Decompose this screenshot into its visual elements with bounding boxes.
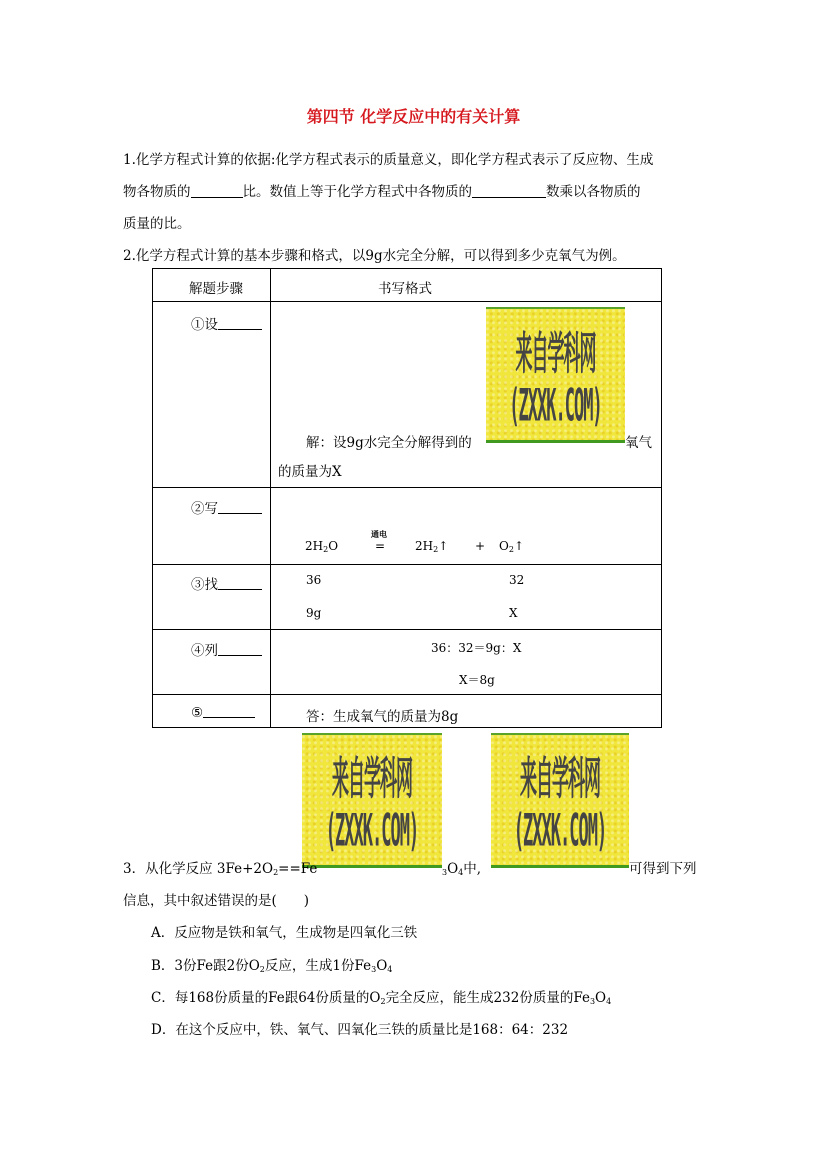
option-a[interactable]: A．反应物是铁和氧气，生成物是四氧化三铁 bbox=[151, 925, 418, 941]
watermark-text: 来自学科网(ZXXK.COM) bbox=[513, 754, 607, 859]
step-3: ③找 bbox=[191, 573, 262, 593]
eq-sign: = bbox=[375, 539, 386, 553]
solve-text-b: 氧气 bbox=[625, 435, 652, 451]
step-1-blank[interactable] bbox=[218, 317, 262, 330]
step-2: ②写 bbox=[191, 497, 262, 517]
answer: 答：生成氧气的质量为8g bbox=[306, 709, 459, 725]
q1-blank-1[interactable] bbox=[191, 183, 243, 198]
find-36: 36 bbox=[306, 573, 322, 587]
q1-blank-2[interactable] bbox=[472, 183, 546, 198]
header-format: 书写格式 bbox=[378, 281, 432, 297]
q3-line1-formula-tail: $_3O_4$中, bbox=[442, 861, 482, 877]
eq-plus: + bbox=[475, 539, 486, 553]
find-32: 32 bbox=[509, 573, 525, 587]
step-5: ⑤ bbox=[191, 705, 255, 721]
find-9g: 9g bbox=[306, 606, 322, 620]
solve-text-a: 解：设9g水完全分解得到的 bbox=[306, 435, 472, 451]
table-row-divider bbox=[153, 564, 661, 565]
table-row-divider bbox=[153, 487, 661, 488]
step-4-blank[interactable] bbox=[218, 643, 262, 656]
header-steps: 解题步骤 bbox=[189, 281, 243, 297]
table-row-divider bbox=[153, 301, 661, 302]
q1-line2-text-c: 数乘以各物质的 bbox=[546, 184, 641, 200]
eq-condition: 通电 bbox=[371, 529, 387, 539]
q1-line2 bbox=[123, 180, 641, 200]
watermark-logo bbox=[486, 307, 625, 443]
ratio: 36：32＝9g：X bbox=[431, 641, 522, 655]
q3-line1: 3．从化学反应 $3Fe+2O_2==Fe$ bbox=[123, 861, 318, 877]
q2-intro: 2.化学方程式计算的基本步骤和格式，以9g水完全分解，可以得到多少克氧气为例。 bbox=[123, 248, 626, 264]
option-d[interactable]: D．在这个反应中，铁、氧气、四氧化三铁的质量比是168：64：232 bbox=[151, 1022, 569, 1038]
table-column-divider bbox=[270, 269, 271, 727]
step-5-blank[interactable] bbox=[203, 705, 255, 718]
q1-line2-text-a: 物各物质的 bbox=[123, 184, 191, 200]
step-3-blank[interactable] bbox=[218, 577, 262, 590]
watermark-text: 来自学科网(ZXXK.COM) bbox=[509, 329, 602, 433]
option-b[interactable]: B．3份Fe跟2份$O_2$反应，生成1份$Fe_3O_4$ bbox=[151, 958, 393, 974]
watermark-logo bbox=[302, 733, 442, 868]
solve-text-c: 的质量为X bbox=[278, 464, 342, 480]
watermark-logo bbox=[491, 733, 629, 868]
find-x: X bbox=[509, 606, 518, 620]
option-c[interactable]: C．每168份质量的Fe跟64份质量的$O_2$完全反应，能生成232份质量的$Fe_3O_4$ bbox=[151, 990, 612, 1006]
step-4: ④列 bbox=[191, 639, 262, 659]
step-1: ①设 bbox=[191, 313, 262, 333]
q1-line1: 1.化学方程式计算的依据:化学方程式表示的质量意义，即化学方程式表示了反应物、生成 bbox=[123, 152, 654, 168]
eq-reactant: $2H_2O$ bbox=[305, 539, 339, 554]
q3-line1-end: 可得到下列 bbox=[629, 861, 697, 877]
watermark-text: 来自学科网(ZXXK.COM) bbox=[325, 754, 419, 859]
table-row-divider bbox=[153, 629, 661, 630]
result: X＝8g bbox=[459, 673, 495, 687]
page-title: 第四节 化学反应中的有关计算 bbox=[306, 107, 521, 126]
table-row-divider bbox=[153, 694, 661, 695]
q1-line3: 质量的比。 bbox=[123, 216, 191, 232]
eq-product-2: $O_2↑$ bbox=[499, 539, 524, 554]
eq-product-1: $2H_2↑$ bbox=[415, 539, 449, 554]
q3-line2: 信息，其中叙述错误的是( ) bbox=[123, 893, 310, 909]
step-2-blank[interactable] bbox=[218, 501, 262, 514]
q1-line2-text-b: 比。数值上等于化学方程式中各物质的 bbox=[242, 184, 472, 200]
